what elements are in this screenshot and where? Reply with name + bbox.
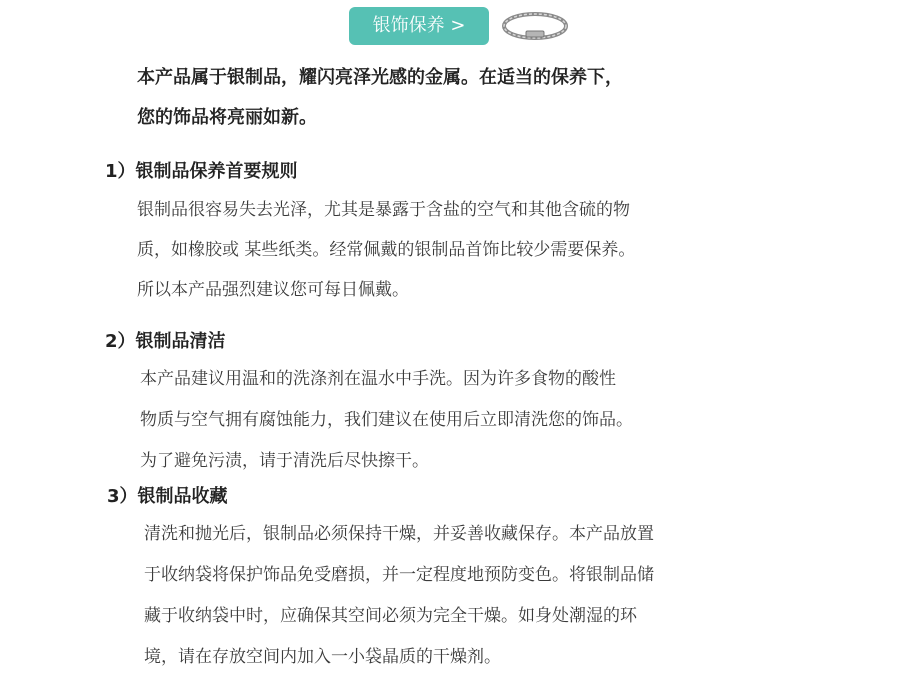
bracelet-icon xyxy=(500,9,570,43)
section-body-rules xyxy=(137,190,635,310)
intro-paragraph xyxy=(137,58,837,138)
section-line: 本产品建议用温和的洗涤剂在温水中手洗。因为许多食物的酸性 xyxy=(140,369,616,389)
section-line: 质，如橡胶或 某些纸类。经常佩戴的银制品首饰比较少需要保养。 xyxy=(137,240,636,260)
section-body-cleaning xyxy=(140,359,633,482)
section-line: 清洗和抛光后，银制品必须保持干燥，并妥善收藏保存。本产品放置 xyxy=(144,524,654,544)
section-line: 境，请在存放空间内加入一小袋晶质的干燥剂。 xyxy=(144,647,501,667)
intro-line: 本产品属于银制品，耀闪亮泽光感的金属。在适当的保养下， xyxy=(137,67,623,88)
section-line: 藏于收纳袋中时，应确保其空间必须为完全干燥。如身处潮湿的环 xyxy=(144,606,637,626)
section-title-rules: 1）银制品保养首要规则 xyxy=(105,161,298,182)
section-title-storage: 3）银制品收藏 xyxy=(107,486,228,507)
section-line: 银制品很容易失去光泽，尤其是暴露于含盐的空气和其他含硫的物 xyxy=(137,200,630,220)
section-body-storage xyxy=(144,514,654,678)
section-line: 为了避免污渍，请于清洗后尽快擦干。 xyxy=(140,451,429,471)
silver-care-badge[interactable]: 银饰保养 > xyxy=(349,7,489,45)
section-line: 所以本产品强烈建议您可每日佩戴。 xyxy=(137,280,409,300)
section-title-cleaning: 2）银制品清洁 xyxy=(105,331,226,352)
section-line: 物质与空气拥有腐蚀能力，我们建议在使用后立即清洗您的饰品。 xyxy=(140,410,633,430)
intro-line: 您的饰品将亮丽如新。 xyxy=(137,107,317,128)
section-line: 于收纳袋将保护饰品免受磨损，并一定程度地预防变色。将银制品储 xyxy=(144,565,654,585)
